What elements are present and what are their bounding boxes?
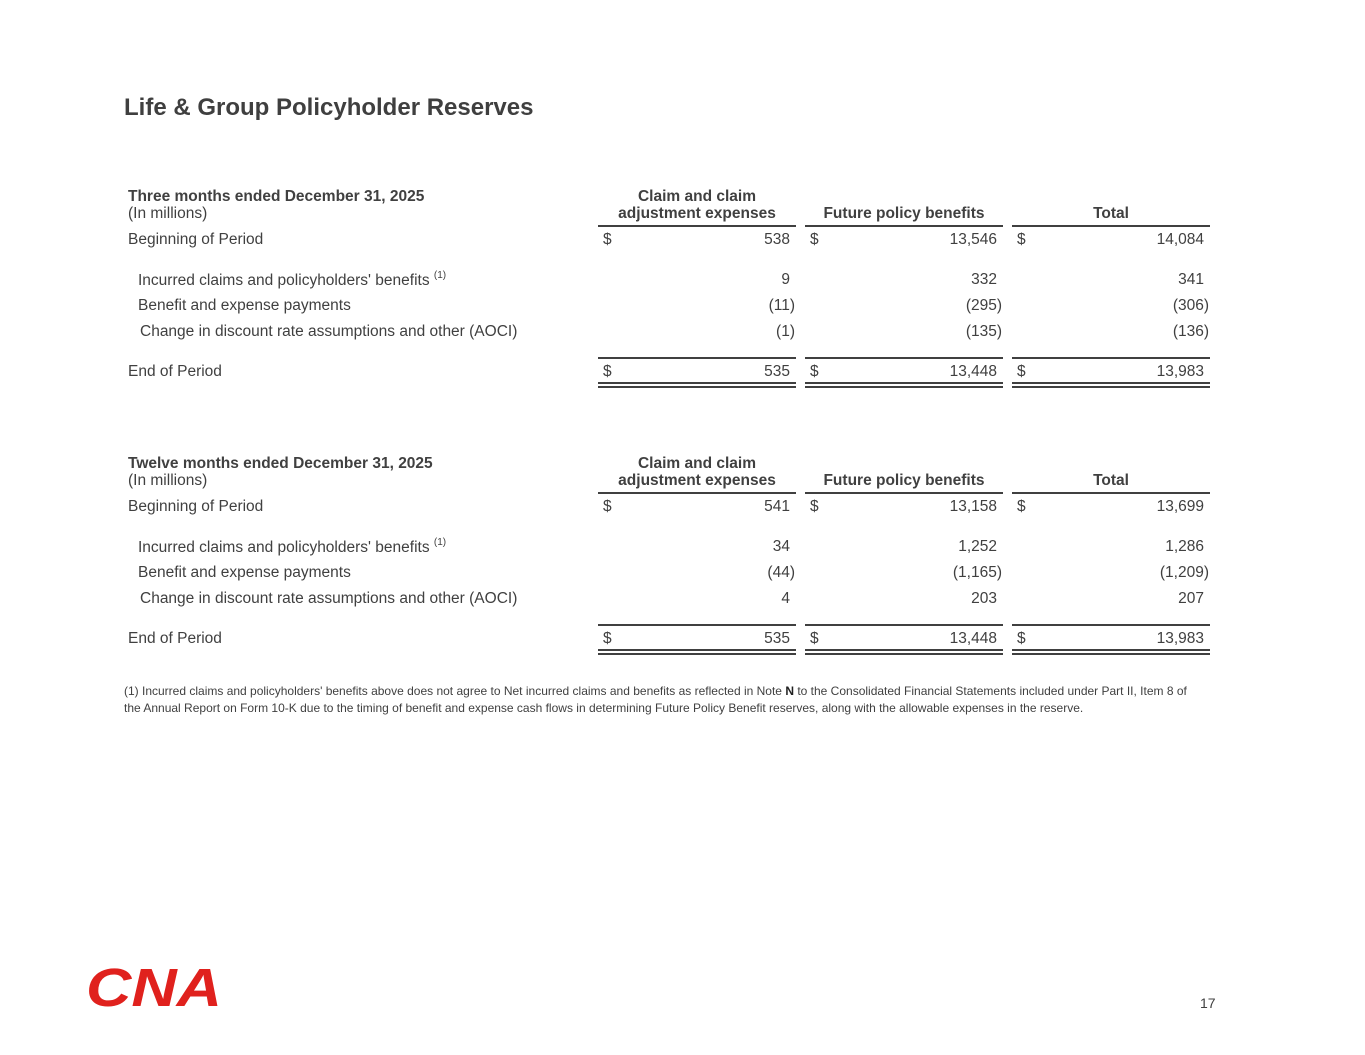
subtotal-rule: [598, 624, 796, 626]
col-header-future: Future policy benefits: [823, 205, 985, 222]
value-total: (1,209): [1159, 564, 1209, 581]
total-double-rule: [805, 382, 1003, 388]
row-label-discount: Change in discount rate assumptions and other (AOCI): [140, 590, 518, 607]
row-label-end: End of Period: [128, 630, 222, 647]
currency-symbol: $: [1017, 498, 1026, 515]
value-total: 341: [1178, 271, 1204, 288]
total-double-rule: [598, 382, 796, 388]
subtotal-rule: [598, 357, 796, 359]
currency-symbol: $: [810, 363, 819, 380]
value-future: 13,158: [949, 498, 997, 515]
subtotal-rule: [805, 357, 1003, 359]
value-future: (295): [965, 297, 1002, 314]
value-future: 203: [971, 590, 997, 607]
value-future: 13,546: [949, 231, 997, 248]
footnote: [124, 683, 1194, 717]
value-claim: 4: [781, 590, 790, 607]
total-double-rule: [1012, 382, 1210, 388]
currency-symbol: $: [810, 630, 819, 647]
cna-logo-text: CNA: [86, 963, 222, 1009]
footnote-marker: (1): [433, 270, 447, 281]
value-total: 14,084: [1156, 231, 1204, 248]
total-double-rule: [598, 649, 796, 655]
subtotal-rule: [1012, 357, 1210, 359]
currency-symbol: $: [603, 363, 612, 380]
value-claim: 535: [764, 363, 790, 380]
header-rule: [1012, 225, 1210, 227]
value-claim: (44): [767, 564, 795, 581]
header-rule: [1012, 492, 1210, 494]
header-rule: [805, 492, 1003, 494]
total-double-rule: [1012, 649, 1210, 655]
row-label-incurred: [138, 538, 446, 557]
header-rule: [598, 225, 796, 227]
value-total: 13,699: [1156, 498, 1204, 515]
currency-symbol: $: [603, 630, 612, 647]
footnote-marker: (1): [433, 537, 447, 548]
value-claim: (1): [776, 323, 795, 340]
footnote-text-end: to the Consolidated Financial Statements included under Part II, Item 8 of the Annual Report on Form 10-K due to the timing of benefit and expense cash flows in determining Future Policy Benefit reserves, along with the allowable expenses in the reserve.: [124, 684, 1187, 715]
value-future: 332: [971, 271, 997, 288]
period-heading: Twelve months ended December 31, 2025: [128, 455, 433, 472]
col-header-claim-line1: Claim and claim: [637, 455, 756, 472]
row-label-discount: Change in discount rate assumptions and other (AOCI): [140, 323, 518, 340]
currency-symbol: $: [810, 498, 819, 515]
subtotal-rule: [1012, 624, 1210, 626]
value-claim: 538: [764, 231, 790, 248]
currency-symbol: $: [1017, 630, 1026, 647]
currency-symbol: $: [603, 498, 612, 515]
value-total: 13,983: [1156, 363, 1204, 380]
col-header-total: Total: [1093, 205, 1129, 222]
value-future: (135): [965, 323, 1002, 340]
currency-symbol: $: [1017, 231, 1026, 248]
value-future: 13,448: [949, 363, 997, 380]
row-label-payments: Benefit and expense payments: [138, 297, 351, 314]
currency-symbol: $: [1017, 363, 1026, 380]
cna-logo: [84, 963, 224, 1009]
value-claim: 34: [772, 538, 790, 555]
col-header-total: Total: [1093, 472, 1129, 489]
col-header-claim-line1: Claim and claim: [637, 188, 756, 205]
value-claim: 535: [764, 630, 790, 647]
total-double-rule: [805, 649, 1003, 655]
reserves-table-three-months: [128, 188, 1210, 388]
value-total: 13,983: [1156, 630, 1204, 647]
subtotal-rule: [805, 624, 1003, 626]
footnote-text-start: (1) Incurred claims and policyholders' benefits above does not agree to Net incurred claims and benefits as reflected in Note: [124, 684, 786, 698]
row-label-end: End of Period: [128, 363, 222, 380]
header-rule: [598, 492, 796, 494]
value-future: 1,252: [958, 538, 997, 555]
value-total: 1,286: [1165, 538, 1204, 555]
page-number: 17: [1200, 995, 1216, 1011]
reserves-table-twelve-months: [128, 455, 1210, 655]
row-label-incurred-text: Incurred claims and policyholders' benefits: [138, 272, 430, 290]
page-title: Life & Group Policyholder Reserves: [124, 94, 534, 121]
value-claim: 541: [764, 498, 790, 515]
col-header-claim: [598, 188, 796, 222]
units-label: (In millions): [128, 472, 208, 489]
value-future: 13,448: [949, 630, 997, 647]
col-header-future: Future policy benefits: [823, 472, 985, 489]
col-header-claim-line2: adjustment expenses: [618, 205, 776, 222]
row-label-payments: Benefit and expense payments: [138, 564, 351, 581]
value-claim: (11): [768, 297, 795, 314]
col-header-claim: [598, 455, 796, 489]
currency-symbol: $: [810, 231, 819, 248]
value-future: (1,165): [952, 564, 1002, 581]
col-header-claim-line2: adjustment expenses: [618, 472, 776, 489]
row-label-beginning: Beginning of Period: [128, 231, 264, 248]
row-label-incurred-text: Incurred claims and policyholders' benefits: [138, 539, 430, 557]
value-total: (306): [1172, 297, 1209, 314]
value-claim: 9: [781, 271, 790, 288]
period-heading: Three months ended December 31, 2025: [128, 188, 425, 205]
row-label-incurred: [138, 271, 446, 290]
value-total: (136): [1172, 323, 1209, 340]
row-label-beginning: Beginning of Period: [128, 498, 264, 515]
currency-symbol: $: [603, 231, 612, 248]
value-total: 207: [1178, 590, 1204, 607]
units-label: (In millions): [128, 205, 208, 222]
header-rule: [805, 225, 1003, 227]
footnote-note-letter: N: [785, 684, 794, 698]
